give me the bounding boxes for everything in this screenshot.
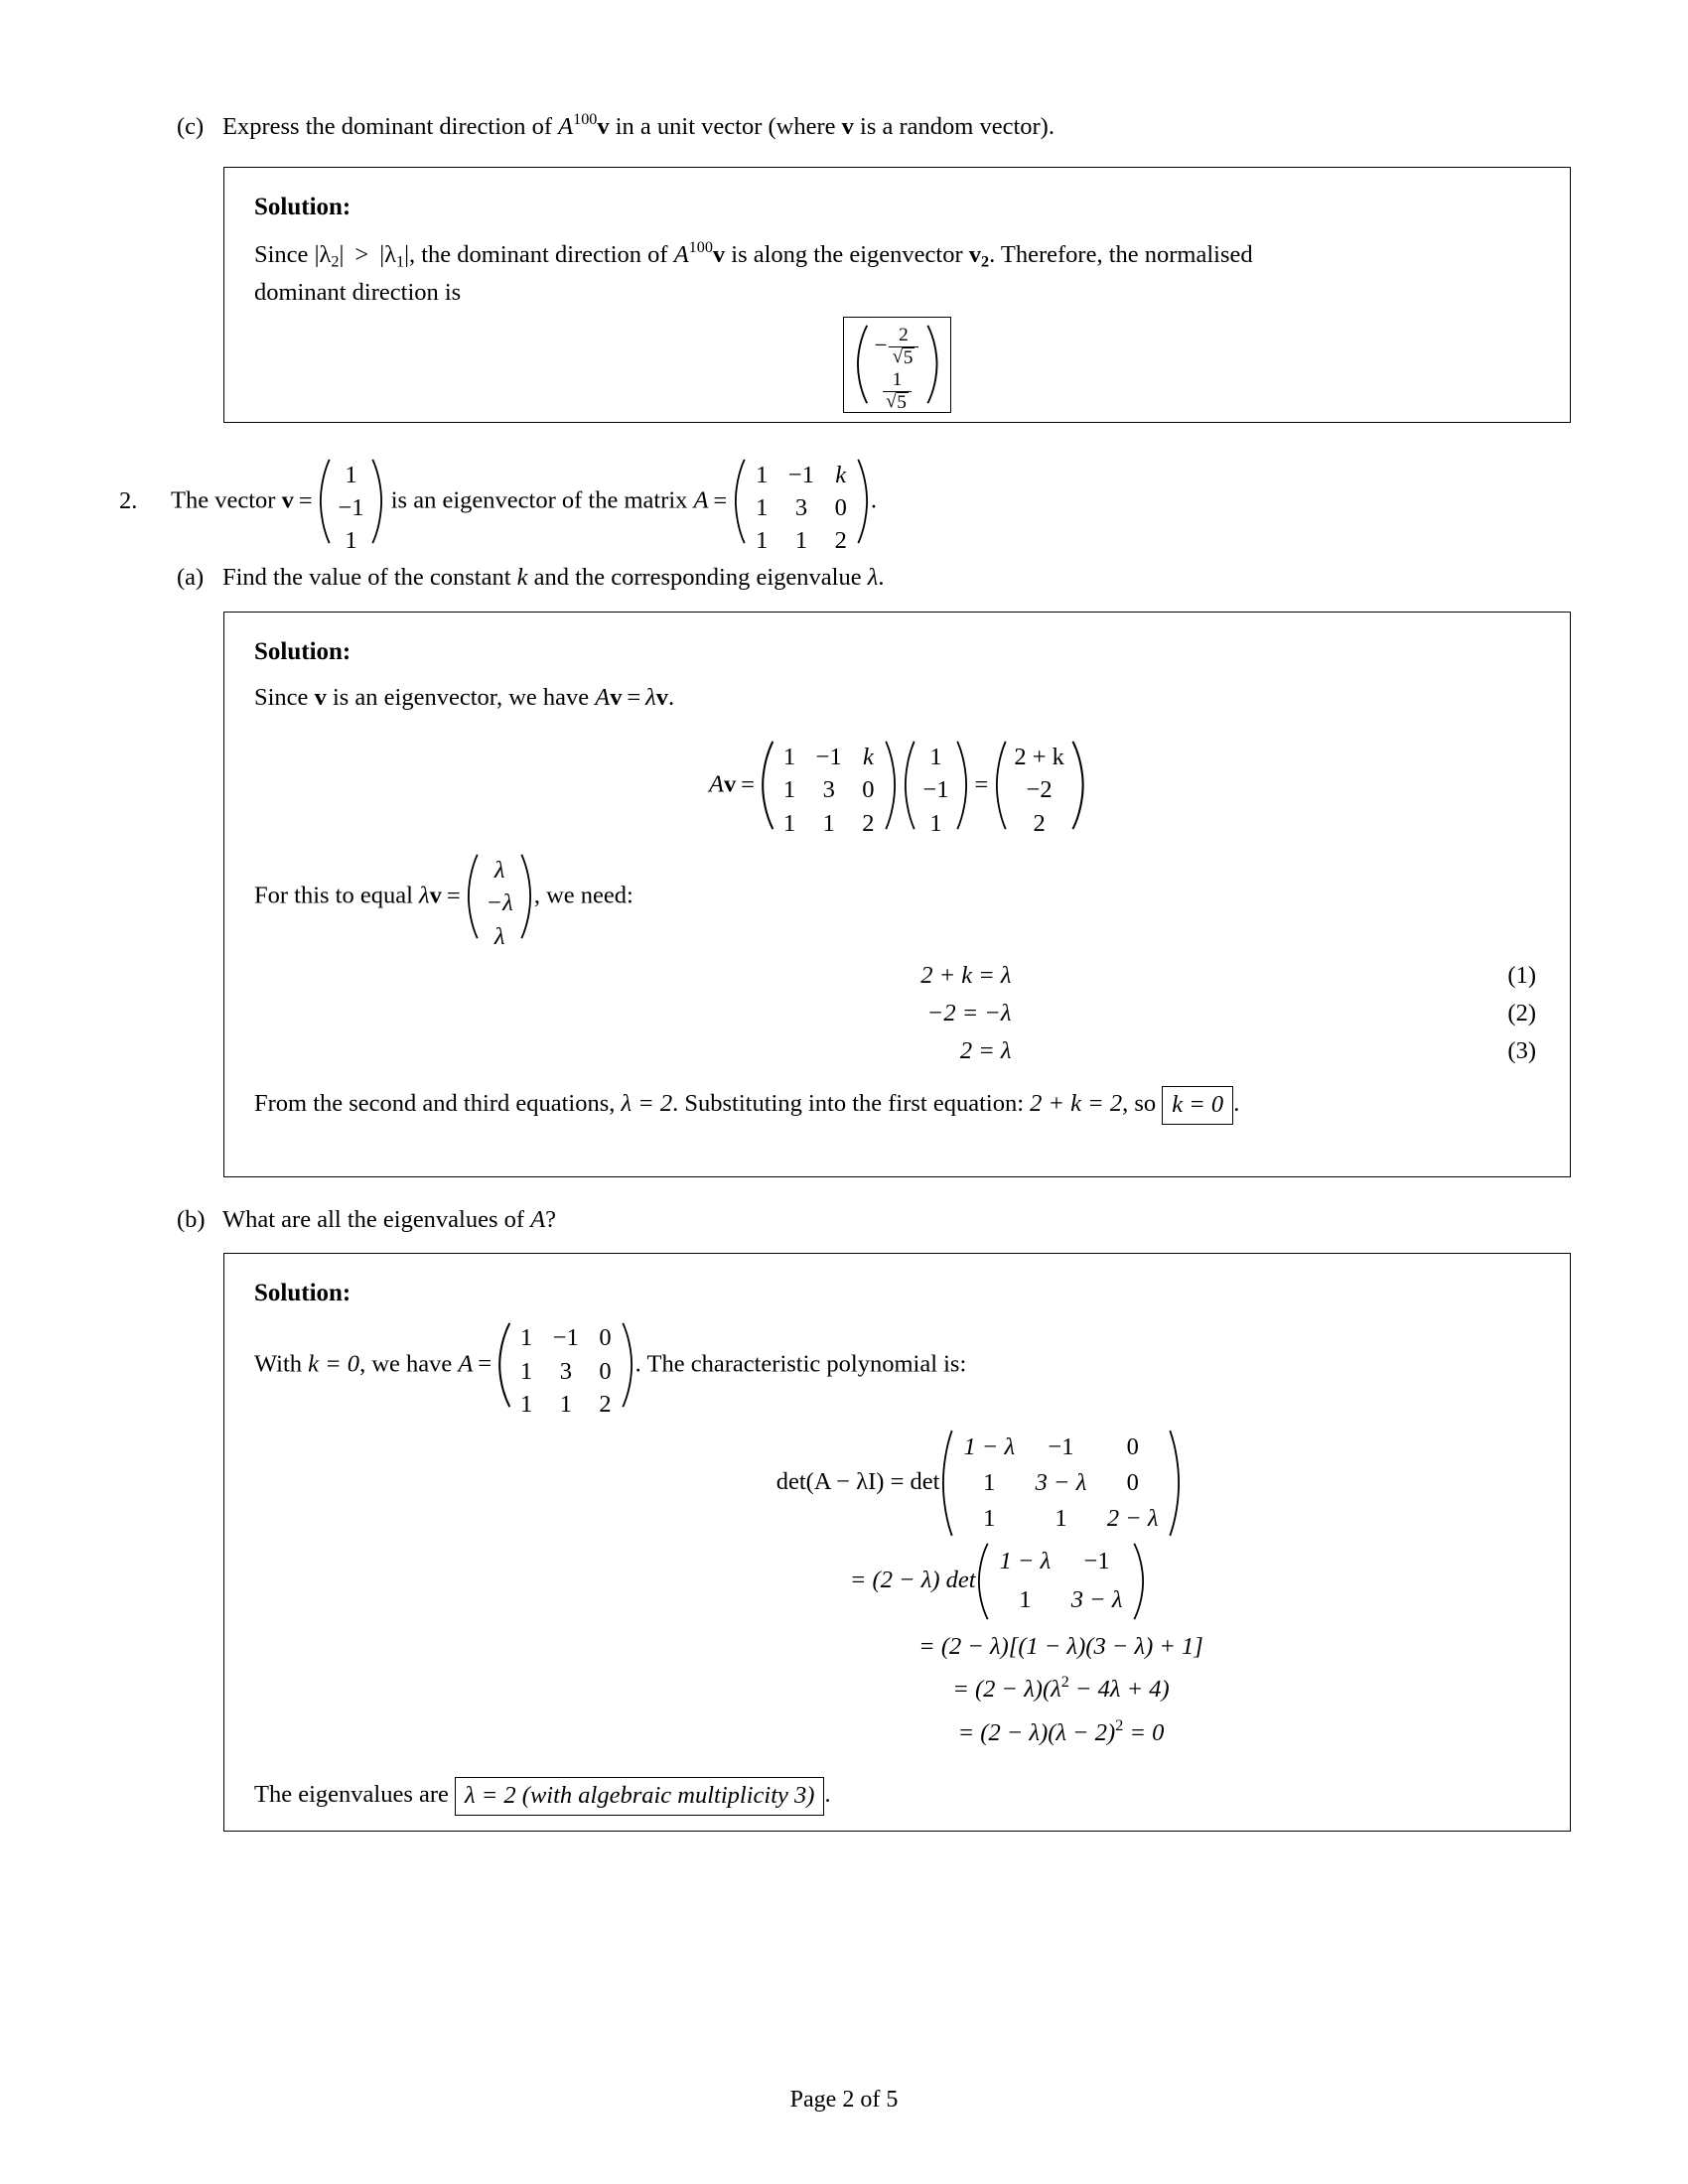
vector-v-display: [904, 741, 968, 837]
vector-cell: [868, 325, 927, 369]
matrix-cell: 1 − λ: [999, 1548, 1052, 1575]
derivation-block: [254, 1430, 1540, 1751]
matrix-cell: 2: [834, 527, 847, 555]
question-2a-prompt: [177, 561, 1567, 596]
vector-cell: 2 + k: [1014, 744, 1064, 771]
matrix-cell: 3 − λ: [1070, 1586, 1123, 1614]
matrix-cell: 2 − λ: [1106, 1504, 1159, 1532]
right-paren: [1071, 741, 1083, 830]
left-paren: [995, 741, 1007, 830]
equation-tag: (2): [1507, 999, 1536, 1026]
left-paren: [734, 459, 746, 544]
matrix-cell: 3: [559, 1357, 572, 1385]
matrix-cell: 1 − λ: [963, 1433, 1016, 1460]
minus-sign: −: [874, 332, 888, 357]
matrix-cell: 1: [519, 1357, 533, 1385]
vector-cell: −2: [1026, 776, 1053, 804]
equation-row: [254, 1032, 1540, 1070]
question-2-stem: 2. The vector v = 1 −1 1 is an eigenvector of the matrix A = 1 −1 k 1 3 0 1 1 2 .: [119, 459, 1559, 544]
derivation-row: [254, 1715, 1540, 1751]
derivation-line-4: = $(2 - \lambda)(\lambda^2 - 4\lambda + 4)$: [952, 1674, 1170, 1704]
right-paren: [371, 459, 383, 544]
matrix-cell: −1: [787, 461, 814, 488]
matrix-cell: 2: [862, 809, 875, 837]
matrix-cell: 1: [756, 461, 769, 488]
vector-v-symbol: v: [281, 486, 294, 514]
matrix-cell: −1: [1083, 1548, 1110, 1575]
vector-cell: 2: [1033, 809, 1046, 837]
left-paren: [467, 854, 479, 939]
matrix-A-k0: [497, 1322, 633, 1418]
question-1c-label: (c): [177, 113, 205, 141]
solution-1c-paragraph: Since $|\lambda_2| > |\lambda_1|$, the dominant direction of $A^{100}v$ is along the eigenvector v2. Therefore, the normalised dominant direction is: [254, 236, 1520, 311]
derivation-rhs: [939, 1430, 1182, 1537]
equation-row: [254, 957, 1540, 995]
answer-1c-wrapper: [254, 317, 1540, 413]
matrix-cell: −1: [1048, 1433, 1074, 1460]
right-paren: [520, 854, 532, 939]
equation-tag: (1): [1507, 961, 1536, 989]
matrix-cell: 1: [756, 527, 769, 555]
vector-lambda-v: [467, 854, 532, 950]
derivation-line-3: = (2 − λ)[(1 − λ)(3 − λ) + 1]: [918, 1632, 1203, 1660]
right-paren: [1169, 1430, 1181, 1537]
right-paren: [885, 741, 897, 830]
derivation-row: [254, 1630, 1540, 1665]
right-paren: [926, 325, 938, 404]
derivation-row: [254, 1672, 1540, 1707]
matrix-2x2-minor: [977, 1543, 1145, 1620]
matrix-cell: k: [835, 461, 847, 488]
matrix-cell: 2: [599, 1390, 612, 1418]
fraction: 1 √ 5: [883, 370, 913, 414]
matrix-cell: 1: [1019, 1586, 1032, 1614]
right-paren: [857, 459, 869, 544]
matrix-A-symbol: A: [693, 486, 709, 514]
solution-2b-intro: With k = 0, we have A = 1 −1 0 1 3 0 1 1 2 . The characteristic polynomial is:: [254, 1322, 1540, 1408]
solution-box-2a: [223, 612, 1571, 1177]
question-2-vector-v: [319, 459, 383, 555]
matrix-cell: −1: [552, 1324, 579, 1352]
matrix-cell: 3 − λ: [1035, 1468, 1087, 1496]
vector-cell: 1: [345, 461, 357, 488]
solution-2a-conclusion: From the second and third equations, λ = 2. Substituting into the first equation: 2 + k = 2, so k = 0 .: [254, 1086, 1540, 1125]
solution-2b-conclusion: The eigenvalues are λ = 2 (with algebraic multiplicity 3) .: [254, 1777, 1540, 1816]
vector-cell: −1: [922, 776, 949, 804]
unit-vector-matrix: [856, 324, 938, 413]
vector-cell: −λ: [486, 889, 513, 917]
solution-label-2b: Solution:: [254, 1280, 352, 1306]
matrix-cell: 1: [782, 744, 796, 771]
matrix-cell: 1: [559, 1390, 572, 1418]
vector-cell: −1: [338, 494, 364, 522]
matrix-A-display: [761, 741, 897, 837]
derivation-row: [254, 1543, 1540, 1620]
answer-box-eigenvalues: λ = 2 (with algebraic multiplicity 3): [455, 1777, 824, 1816]
solution-box-1c: [223, 167, 1571, 423]
derivation-row: [254, 1430, 1540, 1537]
vector-cell: 1: [345, 527, 357, 555]
vector-cell: 1: [929, 744, 942, 771]
right-paren: [956, 741, 968, 830]
solution-1c-paragraph-line2: dominant direction is: [254, 279, 462, 307]
vector-result-display: [995, 741, 1084, 837]
solution-label-2a: Solution:: [254, 638, 352, 665]
derivation-rhs: [976, 1543, 1147, 1620]
question-2a-label: (a): [177, 564, 205, 591]
question-1c-prompt: [177, 109, 1567, 145]
solution-2a-intro: Since v is an eigenvector, we have Av = λv.: [254, 683, 675, 711]
matrix-A-minus-lambda-I: [941, 1430, 1181, 1537]
left-paren: [856, 325, 868, 404]
matrix-cell: 3: [822, 776, 835, 804]
matrix-cell: 0: [834, 494, 847, 522]
matrix-cell: k: [862, 744, 874, 771]
question-2-matrix-A: [734, 459, 870, 555]
derivation-line-5: = $(2 - \lambda)(\lambda - 2)^2 = 0$: [957, 1717, 1165, 1747]
numbered-equations: [254, 957, 1540, 1070]
equation-tag: (3): [1507, 1036, 1536, 1064]
solution-label-1c: Solution:: [254, 194, 352, 220]
equation-body: 2 = λ: [959, 1036, 1012, 1064]
answer-box-unit-vector: [843, 317, 951, 413]
equation-body: −2 = −λ: [926, 999, 1012, 1026]
matrix-cell: 1: [983, 1504, 996, 1532]
question-2-text-2: is an eigenvector of the matrix: [384, 486, 694, 514]
matrix-cell: 0: [862, 776, 875, 804]
right-paren: [622, 1322, 633, 1408]
matrix-cell: 0: [1126, 1433, 1139, 1460]
left-paren: [319, 459, 331, 544]
matrix-cell: 1: [782, 809, 796, 837]
equation-body: 2 + k = λ: [920, 961, 1012, 989]
matrix-cell: 3: [794, 494, 808, 522]
left-paren: [497, 1322, 509, 1408]
solution-box-2b: [223, 1253, 1571, 1832]
left-paren: [761, 741, 773, 830]
matrix-cell: 1: [1055, 1504, 1067, 1532]
matrix-cell: 0: [599, 1324, 612, 1352]
matrix-cell: 0: [599, 1357, 612, 1385]
question-2b-prompt: [177, 1203, 1567, 1238]
right-paren: [1133, 1543, 1145, 1620]
solution-2a-need-line: For this to equal λv = λ −λ λ , we need:: [254, 854, 1540, 939]
vector-cell: λ: [493, 857, 505, 885]
matrix-cell: −1: [815, 744, 842, 771]
left-paren: [941, 1430, 953, 1537]
matrix-cell: 1: [519, 1390, 533, 1418]
matrix-cell: 1: [782, 776, 796, 804]
left-paren: [977, 1543, 989, 1620]
matrix-cell: 1: [756, 494, 769, 522]
derivation-lhs: = (2 − λ) det: [849, 1567, 976, 1594]
page-footer: Page 2 of 5: [789, 2087, 899, 2113]
matrix-cell: 1: [794, 527, 808, 555]
question-2b-text: What are all the eigenvalues of A?: [222, 1206, 557, 1233]
matrix-cell: 0: [1126, 1468, 1139, 1496]
question-2a-text: Find the value of the constant k and the corresponding eigenvalue λ.: [222, 564, 885, 591]
matrix-cell: 1: [519, 1324, 533, 1352]
vector-cell: λ: [493, 922, 505, 950]
left-paren: [904, 741, 915, 830]
fraction: 2 √ 5: [889, 326, 918, 369]
question-1c-text: Express the dominant direction of $A^{100}v$ in a unit vector (where v is a random vector).: [222, 111, 1055, 141]
matrix-cell: 1: [822, 809, 835, 837]
question-2-text-1: The vector: [171, 486, 282, 514]
question-2b-label: (b): [177, 1206, 206, 1233]
matrix-cell: 1: [983, 1468, 996, 1496]
derivation-lhs: det(A − λI) = det: [775, 1468, 940, 1496]
vector-cell: [868, 369, 927, 414]
question-2-number: 2.: [119, 486, 138, 514]
equation-Av: Av = 1 −1 k 1 3 0 1 1 2 1 −1 1 = 2 + k −2 2: [254, 741, 1540, 830]
equation-row: [254, 995, 1540, 1032]
answer-box-k: k = 0: [1162, 1086, 1233, 1125]
vector-cell: 1: [929, 809, 942, 837]
